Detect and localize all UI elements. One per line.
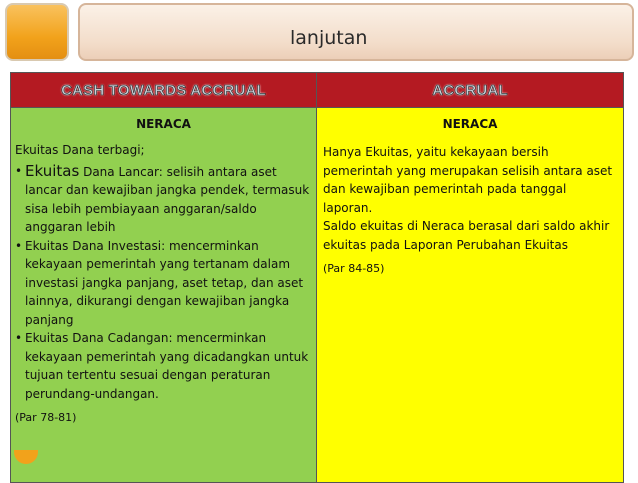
equity-bullet-list <box>15 162 310 404</box>
left-cell <box>11 108 317 483</box>
bullet-text: Dana Lancar: selisih antara aset lancar dan kewajiban jangka pendek, termasuk sisa lebih pembiayaan anggaran/saldo anggaran lebih <box>25 164 310 234</box>
left-subtitle: NERACA <box>136 117 191 131</box>
list-item <box>15 237 310 330</box>
slide-title: lanjutan <box>290 27 368 49</box>
bullet-text: Ekuitas Dana Investasi: mencerminkan kekayaan pemerintah yang tertanam dalam investasi jangka panjang, aset tetap, dan aset lainnya, dikurangi dengan kewajiban jangka panjang <box>25 238 304 327</box>
right-paragraph-2: Saldo ekuitas di Neraca berasal dari saldo akhir ekuitas pada Laporan Perubahan Ekuitas <box>323 219 610 252</box>
right-reference: (Par 84-85) <box>323 262 385 275</box>
left-lead-text: Ekuitas Dana terbagi; <box>15 143 145 157</box>
comparison-table <box>10 72 624 483</box>
table-header-row <box>11 73 624 108</box>
header-cash-towards-accrual: CASH TOWARDS ACCRUAL <box>11 73 317 108</box>
right-cell <box>317 108 624 483</box>
right-paragraph-1: Hanya Ekuitas, yaitu kekayaan bersih pemerintah yang merupakan selisih antara aset dan kewajiban pemerintah pada tanggal laporan. <box>323 145 613 215</box>
table-body-row <box>11 108 624 483</box>
right-subtitle: NERACA <box>442 117 498 131</box>
decorative-orange-square <box>5 3 69 61</box>
list-item <box>15 329 310 403</box>
list-item <box>15 162 310 237</box>
bullet-text: Ekuitas Dana Cadangan: mencerminkan kekayaan pemerintah yang dicadangkan untuk tujuan tertentu sesuai dengan peraturan perundang-undangan. <box>25 331 309 401</box>
left-reference: (Par 78-81) <box>15 411 77 424</box>
left-content <box>11 131 316 428</box>
bullet-term: Ekuitas <box>25 161 80 180</box>
header-accrual: ACCRUAL <box>317 73 624 108</box>
right-content <box>317 131 623 279</box>
